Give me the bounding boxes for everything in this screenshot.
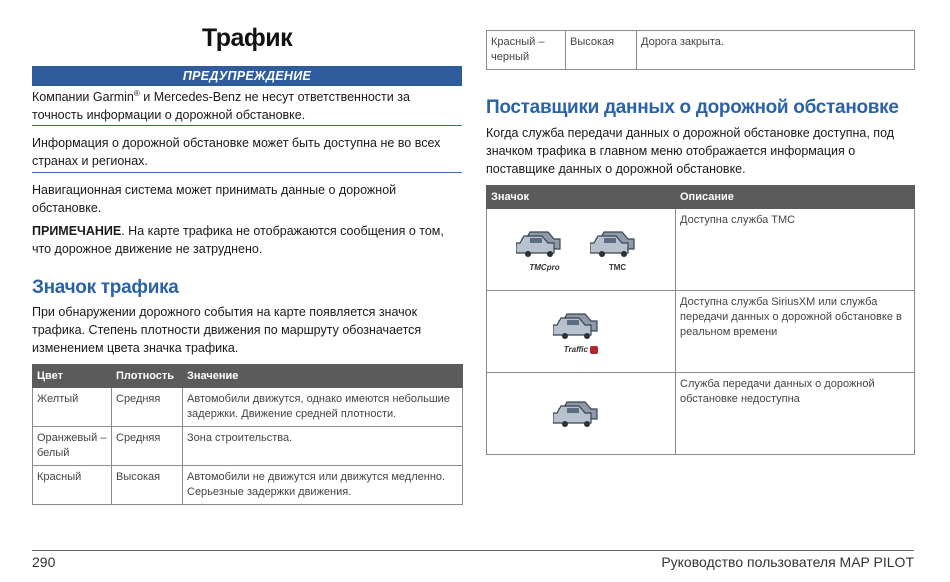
tmc-pro-label: TMCpro (529, 263, 560, 272)
note-text: . На карте трафика не отображаются сообщения о том, что дорожное движение не затруднено. (32, 224, 444, 256)
table-row (487, 373, 915, 455)
cell-meaning: Зона строительства. (183, 427, 463, 466)
traffic-color-table-continued (486, 30, 915, 70)
cell-density: Высокая (112, 466, 183, 505)
intro-paragraph: Навигационная система может принимать данные о дорожной обстановке. (32, 183, 397, 215)
warning-text-post: и Mercedes-Benz не несут ответственности за точность информации о дорожной обстановке. (32, 90, 410, 122)
traffic-icon-paragraph: При обнаружении дорожного события на карте появляется значок трафика. Степень плотности движения по маршруту обозначается изменением цвета значка трафика. (32, 305, 422, 355)
note-paragraph (32, 222, 462, 258)
realtime-traffic-icon (553, 306, 609, 354)
cell-icon (487, 209, 676, 291)
header-icon: Значок (487, 186, 676, 209)
section-title-providers: Поставщики данных о дорожной обстановке (486, 97, 899, 118)
page-number: 290 (32, 554, 56, 570)
cell-icon (487, 291, 676, 373)
header-meaning: Значение (183, 365, 463, 388)
cell-density: Средняя (112, 427, 183, 466)
info-note: Информация о дорожной обстановке может быть доступна не во всех странах и регионах. (32, 136, 441, 168)
no-traffic-service-icon (553, 394, 609, 433)
manual-title: Руководство пользователя MAP PILOT (661, 554, 914, 570)
providers-paragraph: Когда служба передачи данных о дорожной обстановке доступна, под значком трафика в главном меню отображается информация о поставщике данных о дорожной обстановке. (486, 126, 895, 176)
table-row (33, 388, 463, 427)
signal-badge-icon (590, 346, 598, 354)
providers-table (486, 185, 915, 455)
cell-color: Оранжевый – белый (33, 427, 112, 466)
cell-description: Доступна служба TMC (676, 209, 915, 291)
header-description: Описание (676, 186, 915, 209)
note-label: ПРИМЕЧАНИЕ (32, 224, 122, 238)
warning-text-pre: Компании Garmin (32, 90, 134, 104)
table-row (487, 291, 915, 373)
cell-density: Средняя (112, 388, 183, 427)
registered-mark: ® (133, 88, 140, 98)
traffic-label (553, 345, 609, 354)
page-title: Трафик (201, 24, 293, 52)
tmc-label: TMC (608, 263, 627, 272)
note-divider (32, 172, 462, 173)
cell-meaning: Автомобили движутся, однако имеются небольшие задержки. Движение средней плотности. (183, 388, 463, 427)
warning-divider (32, 125, 462, 126)
cell-color: Красный (33, 466, 112, 505)
footer-divider (32, 550, 914, 551)
cell-description: Служба передачи данных о дорожной обстановке недоступна (676, 373, 915, 455)
cell-description: Доступна служба SiriusXM или служба передачи данных о дорожной обстановке в реальном времени (676, 291, 915, 373)
cell-icon (487, 373, 676, 455)
table-row (487, 209, 915, 291)
table-row (33, 466, 463, 505)
table-header-row (487, 186, 915, 209)
traffic-color-table (32, 364, 463, 505)
table-header-row (33, 365, 463, 388)
warning-text (32, 88, 462, 124)
header-density: Плотность (112, 365, 183, 388)
traffic-label-text: Traffic (563, 345, 588, 354)
table-row (487, 31, 915, 70)
cell-density: Высокая (566, 31, 637, 70)
cell-meaning: Автомобили не движутся или движутся медленно. Серьезные задержки движения. (183, 466, 463, 505)
section-title-traffic-icon: Значок трафика (32, 277, 179, 298)
cell-meaning: Дорога закрыта. (637, 31, 915, 70)
header-color: Цвет (33, 365, 112, 388)
tmc-traffic-icon (590, 224, 646, 272)
cell-color: Красный – черный (487, 31, 566, 70)
warning-header: ПРЕДУПРЕЖДЕНИЕ (32, 66, 462, 86)
cell-color: Желтый (33, 388, 112, 427)
tmc-pro-traffic-icon (516, 224, 572, 272)
table-row (33, 427, 463, 466)
